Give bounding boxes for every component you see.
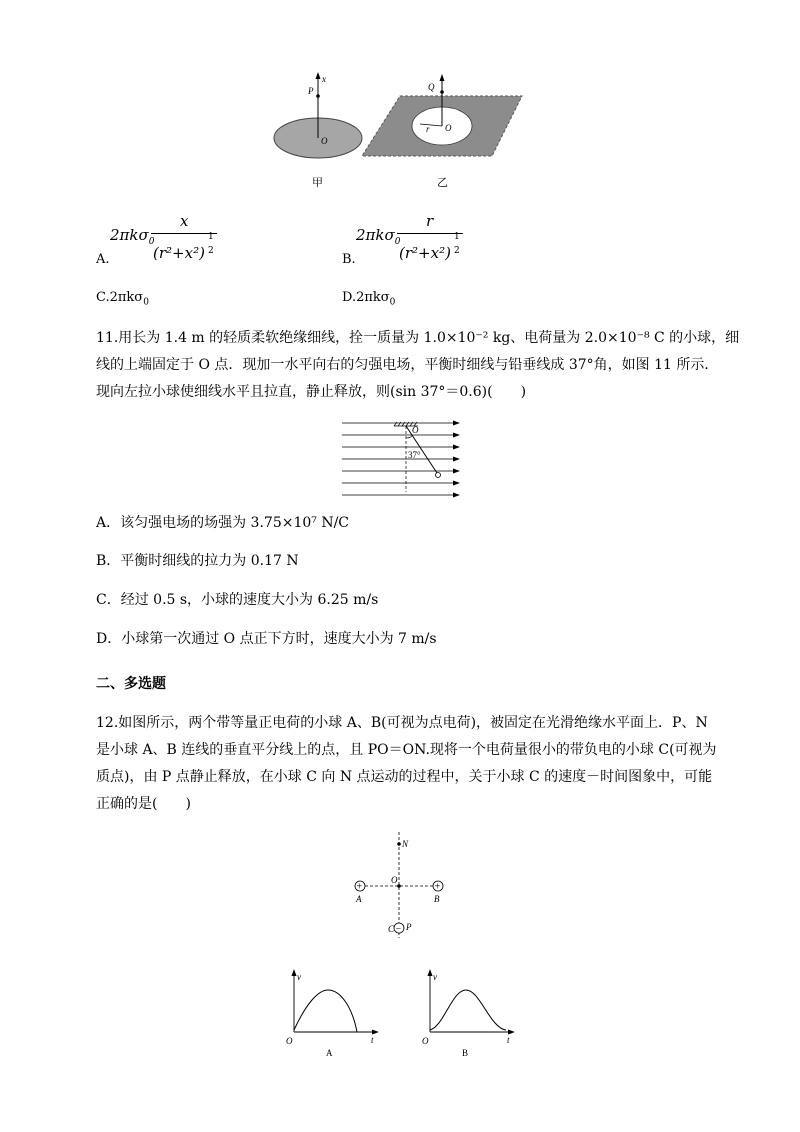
graph-b-t-arrow <box>508 1030 515 1035</box>
angle-arc <box>406 436 412 438</box>
option-a-label: A. <box>96 252 110 267</box>
point-p-label: P <box>308 86 314 96</box>
q11-line-3: 现向左拉小球使细线水平且拉直，静止释放，则(sin 37°＝0.6)( ) <box>96 384 527 400</box>
graph-b-o-label: O <box>422 1036 429 1046</box>
graph-a-t-arrow <box>372 1030 379 1035</box>
q12-line-3: 质点)，由 P 点静止释放，在小球 C 向 N 点运动的过程中，关于小球 C 的速度－时间图象中，可能 <box>96 769 713 785</box>
field-arrowheads <box>453 421 460 498</box>
label-o: O <box>391 875 398 885</box>
option-a-exp-den: 2 <box>208 246 214 256</box>
caption-jia: 甲 <box>312 177 323 189</box>
option-a-prefix: 2πkσ$_0$ <box>110 226 155 247</box>
label-n: N <box>402 839 409 849</box>
point-q-dot <box>440 90 444 94</box>
option-a-numerator: x <box>180 212 189 230</box>
point-o-dot <box>397 884 401 888</box>
option-d: D.2πkσ$_0$ <box>342 290 396 308</box>
option-b-label: B. <box>342 252 356 267</box>
graph-b-v-arrow <box>428 969 433 976</box>
graph-b-v-label: v <box>433 972 437 982</box>
option-b-exp-den: 2 <box>454 246 460 256</box>
option-b-prefix: 2πkσ$_0$ <box>356 226 401 247</box>
section-title-multiple-choice: 二、多选题 <box>96 676 166 692</box>
point-o-label: O <box>321 136 328 146</box>
q11-option-b: B．平衡时细线的拉力为 0.17 N <box>96 553 299 569</box>
field-lines <box>342 423 456 495</box>
option-b-denominator: (r²+x²) <box>399 244 451 262</box>
graph-a-o-label: O <box>286 1036 293 1046</box>
figure-charges-arrangement <box>350 830 450 942</box>
q11-option-c: C．经过 0.5 s，小球的速度大小为 6.25 m/s <box>96 592 379 608</box>
graph-b-curve <box>430 990 506 1030</box>
option-b-formula <box>342 212 492 270</box>
graph-a-curve <box>294 990 357 1032</box>
pivot-o-label: O <box>412 425 419 435</box>
graph-option-b <box>418 966 518 1062</box>
graph-option-a <box>282 966 382 1062</box>
graph-a-caption: A <box>326 1048 333 1058</box>
point-q-label: Q <box>428 82 435 92</box>
q12-line-2: 是小球 A、B 连线的垂直平分线上的点，且 PO＝ON.现将一个电荷量很小的带负电的小球 C(可视为 <box>96 742 717 758</box>
label-a: A <box>356 894 362 904</box>
q11-line-1: 11.用长为 1.4 m 的轻质柔软绝缘细线，拴一质量为 1.0×10⁻² kg、电荷量为 2.0×10⁻⁸ C 的小球，细 <box>96 330 740 346</box>
option-a-denominator: (r²+x²) <box>153 244 205 262</box>
label-c: C <box>388 924 395 934</box>
axis-x-label: x <box>322 74 326 84</box>
charge-b-plus: + <box>434 881 441 893</box>
q12-line-1: 12.如图所示，两个带等量正电荷的小球 A、B(可视为点电荷)，被固定在光滑绝缘水平面上．P、N <box>96 715 708 731</box>
point-o2-label: O <box>445 123 452 133</box>
figure-pendulum-field <box>338 416 464 500</box>
option-b-numerator: r <box>426 212 434 230</box>
x-axis-arrow <box>316 72 321 79</box>
option-b-exp-num: 1 <box>454 232 460 242</box>
graph-a-t-label: t <box>371 1035 374 1045</box>
radius-r-label: r <box>426 124 430 134</box>
label-b: B <box>434 894 440 904</box>
figure-disk-and-plane <box>270 70 530 195</box>
charge-c-minus: − <box>395 923 402 935</box>
q11-line-2: 线的上端固定于 O 点．现加一水平向右的匀强电场，平衡时细线与铅垂线成 37°角，如图 11 所示． <box>96 357 719 373</box>
option-c: C.2πkσ$_0$ <box>96 290 149 308</box>
label-p: P <box>406 922 412 932</box>
graph-b-caption: B <box>462 1048 469 1058</box>
q-axis-arrow <box>440 74 445 81</box>
caption-yi: 乙 <box>437 177 448 189</box>
pendulum-ball <box>436 473 441 478</box>
q11-option-d: D．小球第一次通过 O 点正下方时，速度大小为 7 m/s <box>96 631 437 647</box>
q12-line-4: 正确的是( ) <box>96 796 191 812</box>
q11-option-a: A．该匀强电场的场强为 3.75×10⁷ N/C <box>96 515 350 531</box>
graph-b-t-label: t <box>507 1035 510 1045</box>
charge-a-plus: + <box>356 881 363 893</box>
option-a-exp-num: 1 <box>208 232 214 242</box>
point-n-dot <box>397 842 401 846</box>
option-a-formula <box>96 212 246 270</box>
point-p-dot <box>316 94 320 98</box>
angle-37-label: 37° <box>408 450 421 460</box>
graph-a-v-arrow <box>292 969 297 976</box>
graph-a-v-label: v <box>297 972 301 982</box>
